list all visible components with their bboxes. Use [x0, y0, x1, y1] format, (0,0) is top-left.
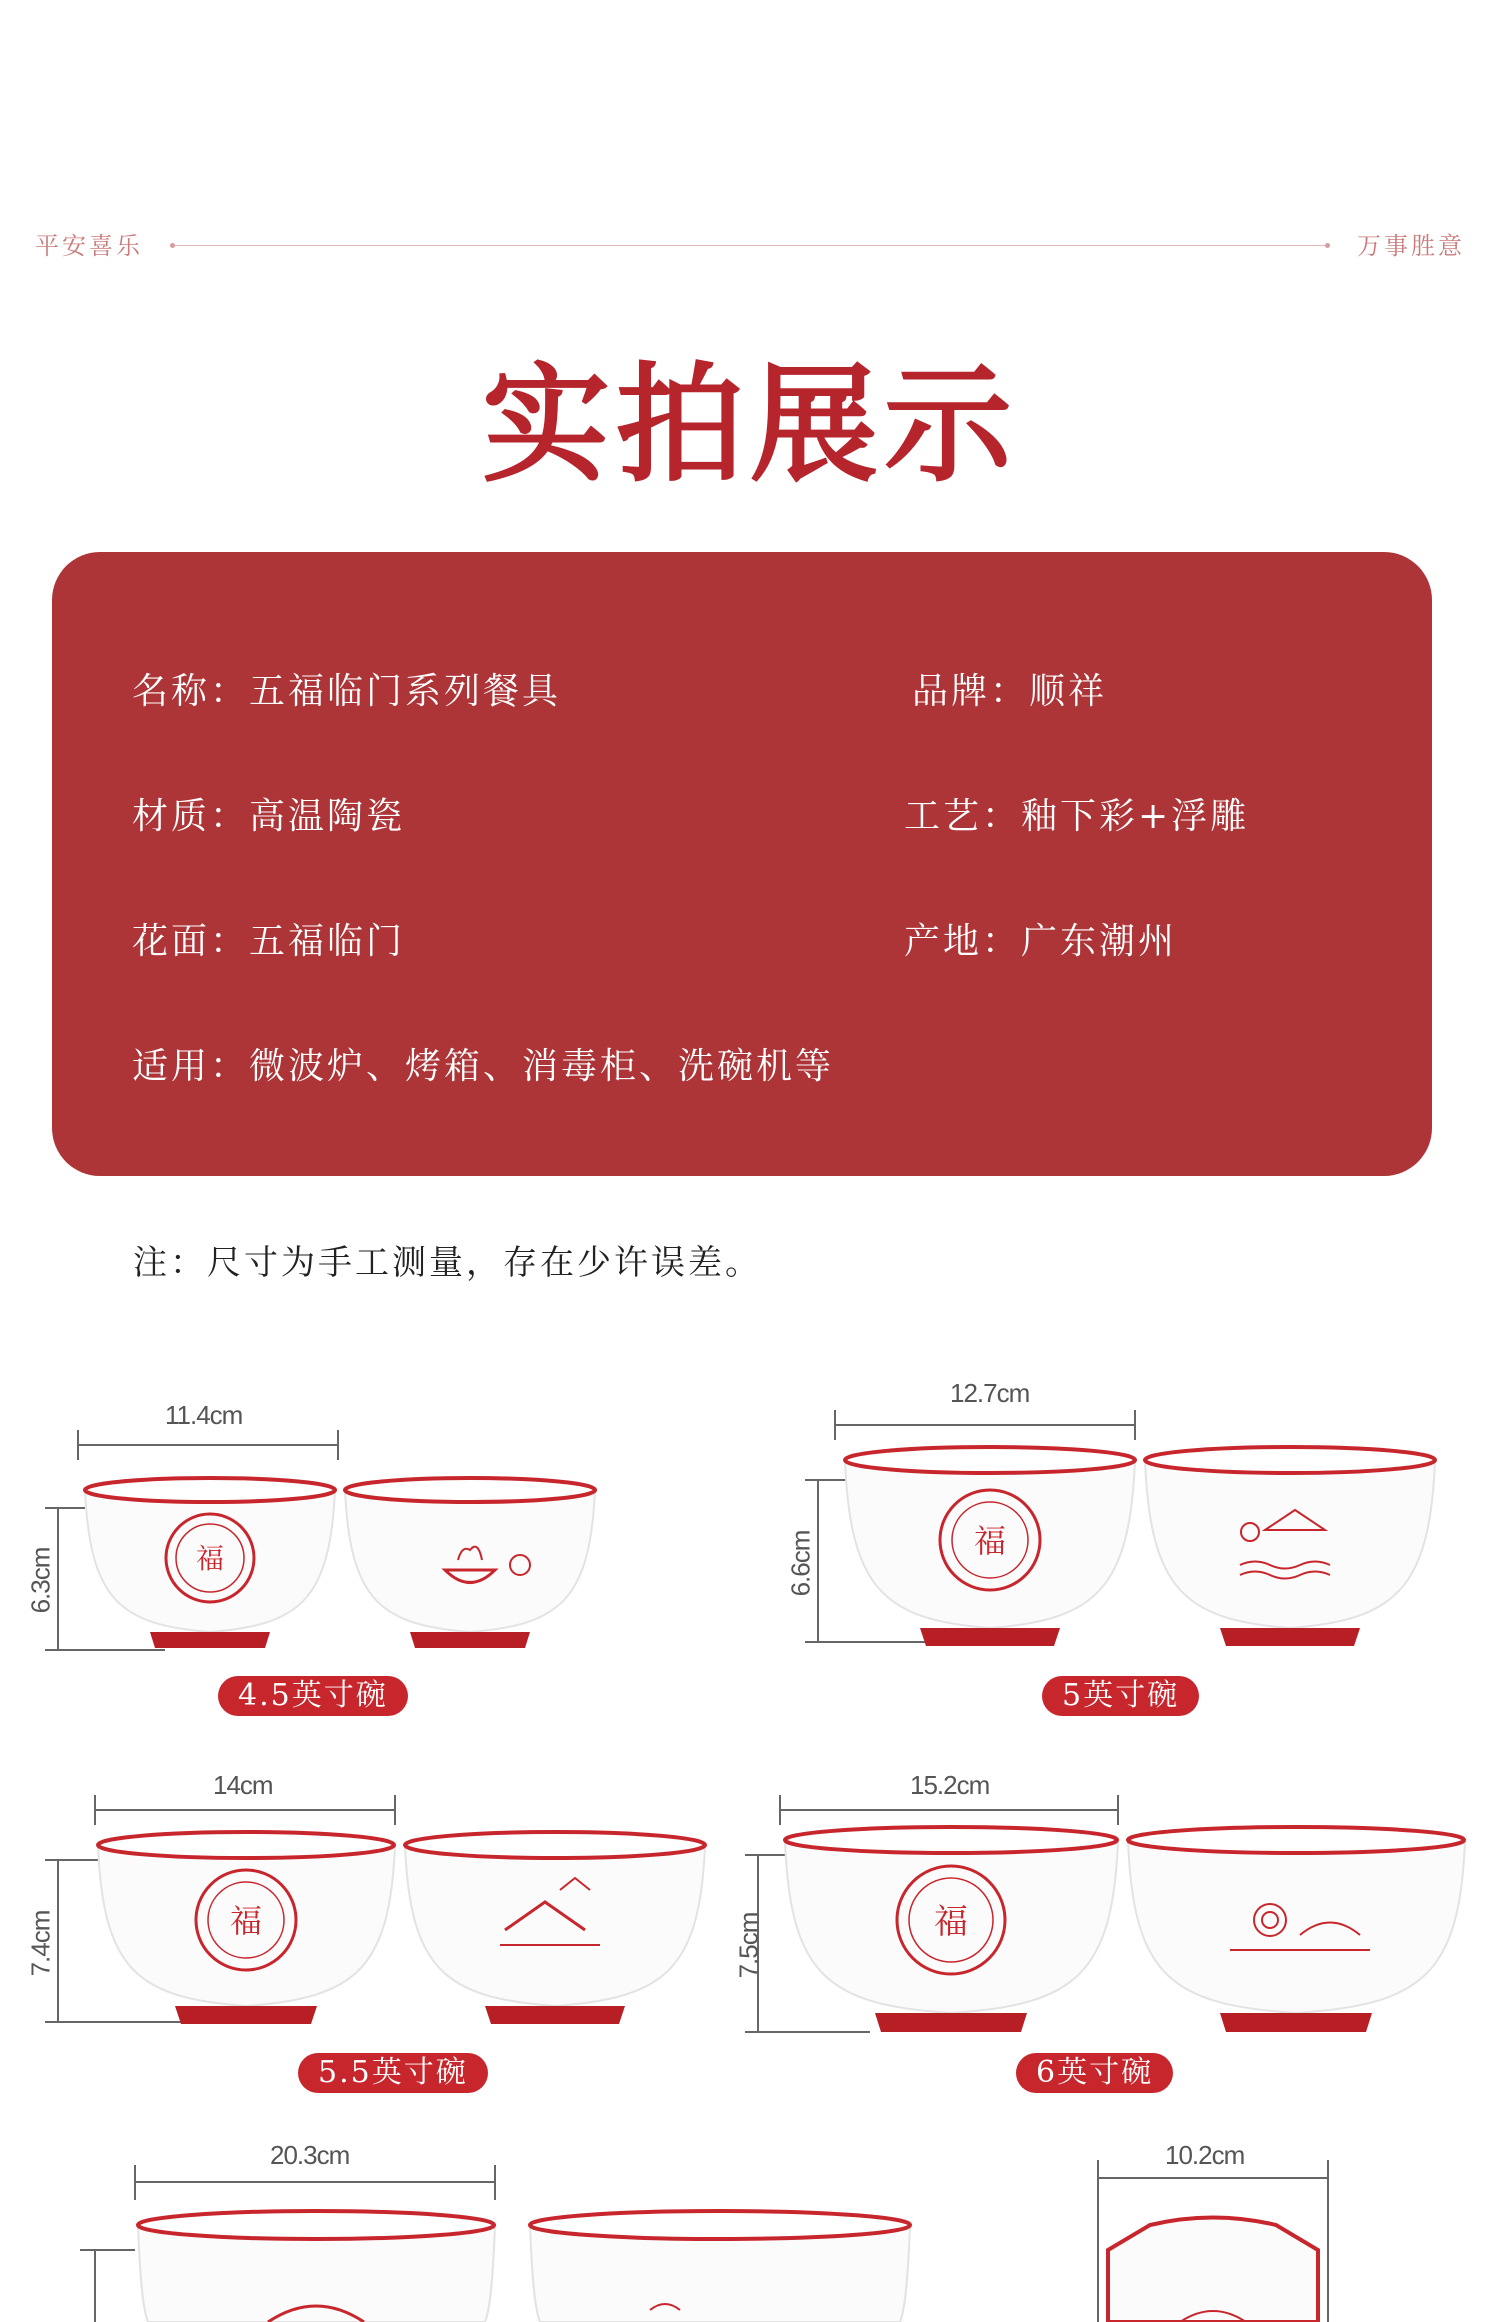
product-6-inch-bowl: [730, 1770, 1500, 2100]
decorative-header: [0, 226, 1500, 266]
width-label: 15.2cm: [910, 1770, 990, 1800]
product-large-bowl: [0, 2140, 950, 2322]
spec-material: 材质：高温陶瓷: [132, 796, 406, 837]
spec-usage: 适用：微波炉、烤箱、消毒柜、洗碗机等: [132, 1046, 835, 1087]
svg-text:福: 福: [973, 1522, 1007, 1560]
height-label: 6.3cm: [25, 1547, 56, 1614]
bowl-pair-illustration: [0, 2140, 950, 2322]
size-badge: 5英寸碗: [1042, 1676, 1199, 1716]
spec-pattern: 花面：五福临门: [132, 921, 406, 962]
height-label: 7.5cm: [733, 1912, 764, 1979]
measurement-note: 注：尺寸为手工测量，存在少许误差。: [133, 1243, 762, 1283]
bowl-pair-illustration: [730, 1770, 1500, 2100]
height-label: 7.4cm: [25, 1910, 56, 1977]
product-square-dish: [1080, 2140, 1500, 2322]
spec-origin: 产地：广东潮州: [904, 921, 1178, 962]
bowl-pair-illustration: [0, 1770, 750, 2100]
svg-text:福: 福: [195, 1542, 225, 1575]
dish-illustration: [1080, 2140, 1500, 2322]
product-4-5-inch-bowl: [0, 1400, 750, 1740]
width-label: 12.7cm: [950, 1378, 1030, 1408]
spec-card: [52, 552, 1432, 1176]
size-badge: 4.5英寸碗: [218, 1676, 408, 1716]
right-tag: 万事胜意: [1357, 232, 1465, 260]
size-badge: 6英寸碗: [1016, 2053, 1173, 2093]
left-tag: 平安喜乐: [35, 232, 143, 260]
width-label: 11.4cm: [165, 1400, 243, 1430]
spec-name: 名称：五福临门系列餐具: [132, 671, 562, 712]
width-label: 10.2cm: [1165, 2140, 1245, 2170]
product-5-5-inch-bowl: [0, 1770, 750, 2100]
product-5-inch-bowl: [750, 1380, 1500, 1740]
spec-brand: 品牌：顺祥: [912, 671, 1108, 712]
divider-line: [170, 245, 1330, 246]
page-title: 实拍展示: [481, 350, 1018, 500]
spec-craft: 工艺：釉下彩+浮雕: [904, 796, 1250, 837]
height-label: 6.6cm: [785, 1530, 816, 1597]
size-badge: 5.5英寸碗: [298, 2053, 488, 2093]
width-label: 14cm: [213, 1770, 273, 1800]
svg-text:福: 福: [934, 1902, 968, 1942]
svg-text:福: 福: [229, 1902, 263, 1940]
width-label: 20.3cm: [270, 2140, 350, 2170]
